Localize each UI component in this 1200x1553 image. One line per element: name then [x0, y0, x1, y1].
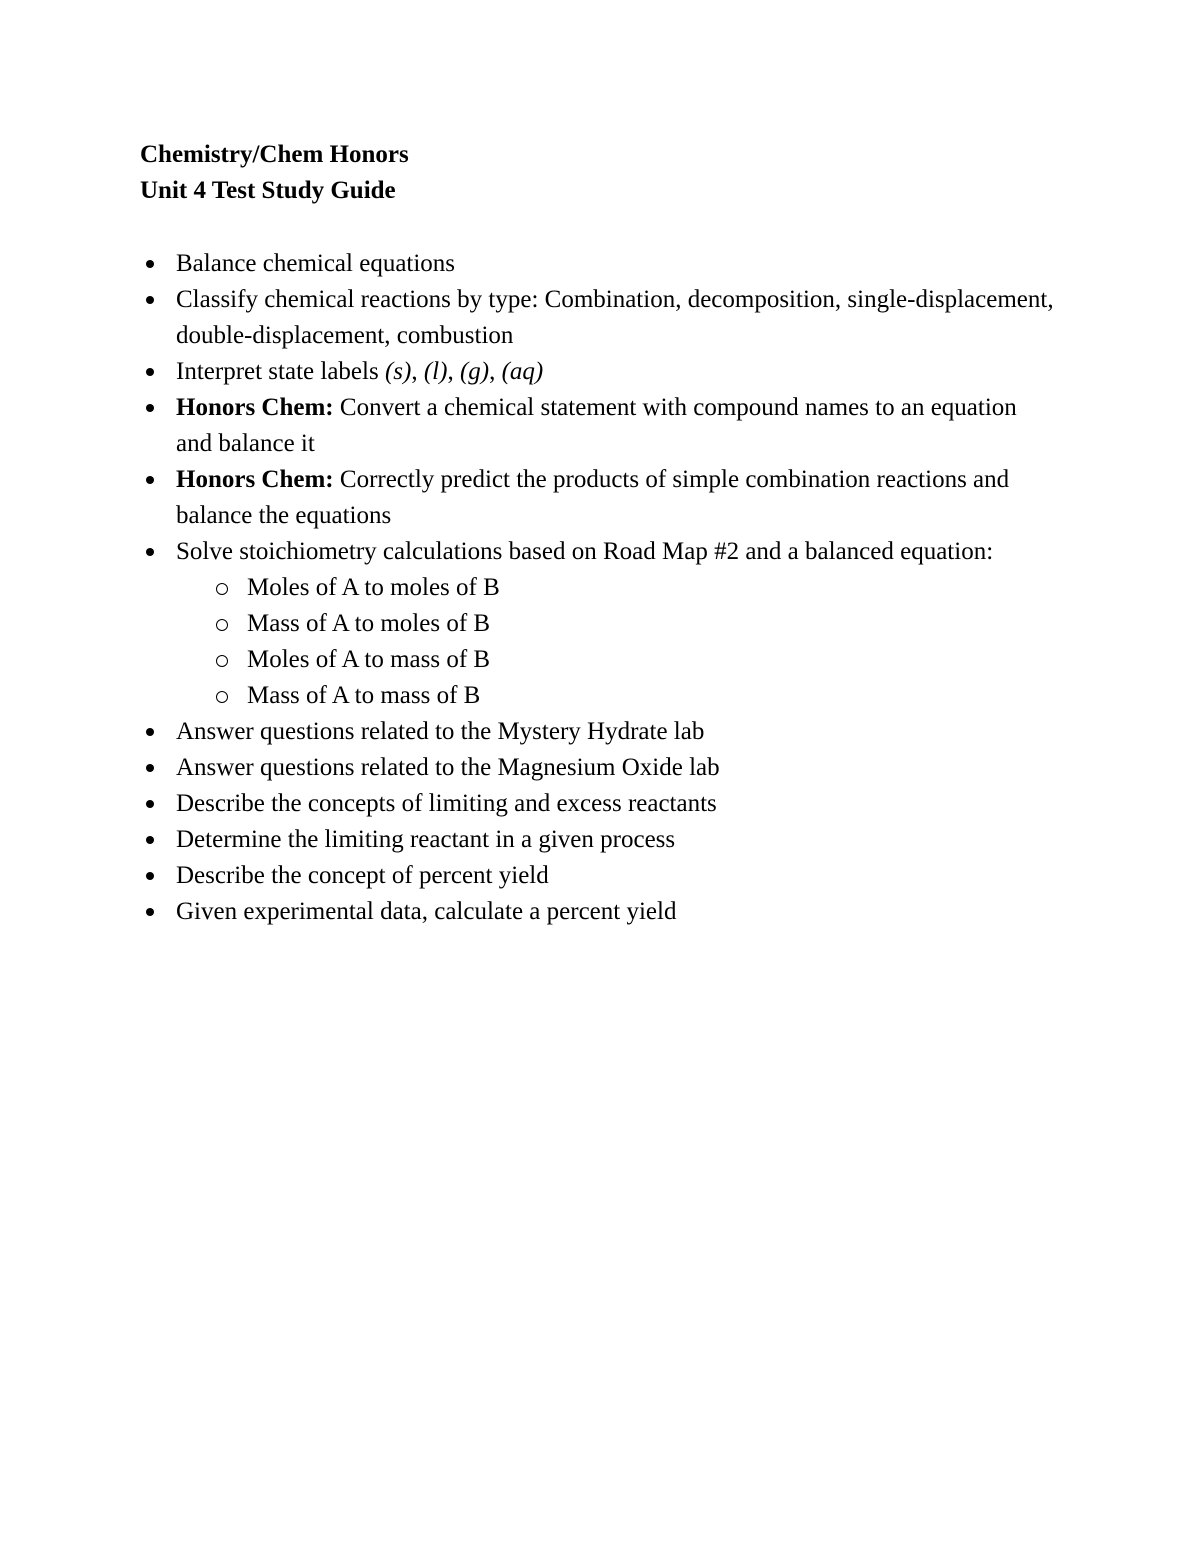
bullet-text: Solve stoichiometry calculations based on Road Map #2 and a balanced equation:	[176, 538, 994, 565]
sub-list-item-mass-to-moles	[176, 606, 1056, 642]
bullet-item-honors-predict-products	[140, 462, 1056, 534]
bullet-item-limiting-excess-concepts	[140, 786, 1056, 822]
bullet-text: Answer questions related to the Magnesium Oxide lab	[176, 754, 720, 781]
bullet-text: Describe the concept of percent yield	[176, 862, 549, 889]
document-title-line-2: Unit 4 Test Study Guide	[140, 177, 396, 204]
bullet-item-determine-limiting-reactant	[140, 822, 1056, 858]
sub-bullet-text: Moles of A to mass of B	[247, 646, 491, 673]
study-guide-list	[140, 246, 1056, 930]
bullet-item-balance-equations	[140, 246, 1056, 282]
bullet-text: Determine the limiting reactant in a given process	[176, 826, 676, 853]
bullet-text: Convert a chemical statement with compound names to an equation and balance it	[176, 394, 1017, 457]
bullet-text: Correctly predict the products of simple combination reactions and balance the equations	[176, 466, 1010, 529]
document-header	[140, 137, 1056, 209]
state-label-l: (l)	[423, 358, 448, 385]
bullet-text: Interpret state labels (s), (l), (g), (aq)	[176, 358, 544, 385]
sub-list-item-moles-to-moles	[176, 570, 1056, 606]
state-label-aq: (aq)	[501, 358, 544, 385]
bullet-text: Describe the concepts of limiting and excess reactants	[176, 790, 717, 817]
state-label-s: (s)	[384, 358, 412, 385]
bullet-text: Classify chemical reactions by type: Combination, decomposition, single-displacement, double-displacement, combustion	[176, 286, 1054, 349]
bullet-item-mystery-hydrate-lab	[140, 714, 1056, 750]
bullet-text: Given experimental data, calculate a percent yield	[176, 898, 677, 925]
honors-chem-label: Honors Chem:	[176, 466, 334, 493]
bullet-item-stoichiometry	[140, 534, 1056, 714]
state-label-g: (g)	[459, 358, 490, 385]
sub-bullet-text: Mass of A to moles of B	[247, 610, 491, 637]
honors-chem-label: Honors Chem:	[176, 394, 334, 421]
bullet-item-state-labels	[140, 354, 1056, 390]
bullet-item-classify-reactions	[140, 282, 1056, 354]
stoichiometry-sub-list	[176, 570, 1056, 714]
sub-bullet-text: Mass of A to mass of B	[247, 682, 481, 709]
bullet-item-honors-convert-statement	[140, 390, 1056, 462]
document-content	[140, 137, 1056, 930]
bullet-text: Answer questions related to the Mystery Hydrate lab	[176, 718, 705, 745]
bullet-item-calculate-percent-yield	[140, 894, 1056, 930]
bullet-item-magnesium-oxide-lab	[140, 750, 1056, 786]
sub-bullet-text: Moles of A to moles of B	[247, 574, 500, 601]
bullet-item-percent-yield-concept	[140, 858, 1056, 894]
bullet-text: Balance chemical equations	[176, 250, 456, 277]
document-title-line-1: Chemistry/Chem Honors	[140, 141, 409, 168]
sub-list-item-mass-to-mass	[176, 678, 1056, 714]
sub-list-item-moles-to-mass	[176, 642, 1056, 678]
